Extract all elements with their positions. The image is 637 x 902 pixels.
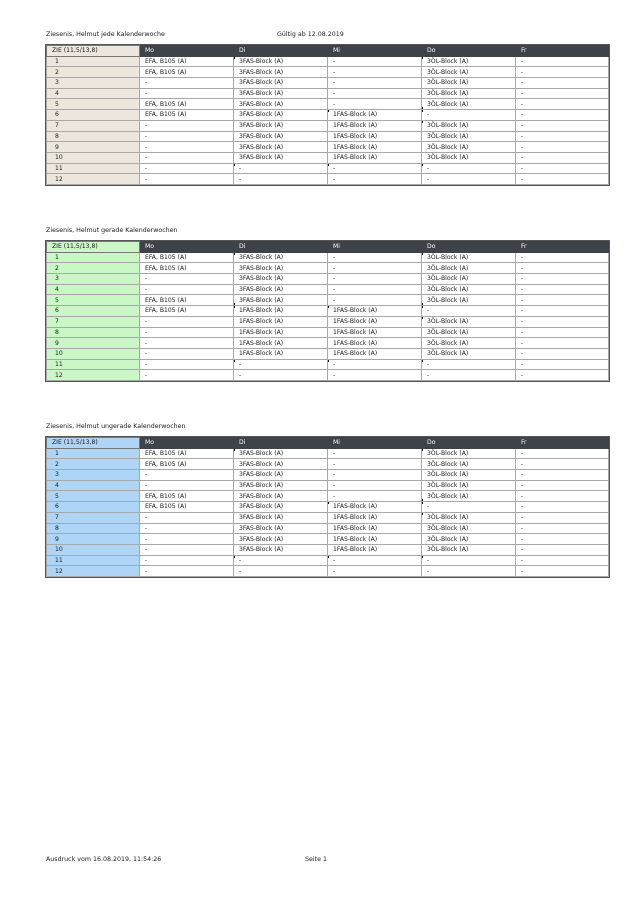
- table-row: [47, 131, 609, 142]
- lesson-cell: 3FAS-Block (A): [234, 459, 328, 470]
- lesson-cell: EFA, B105 (A): [140, 295, 234, 306]
- period-number: 3: [47, 78, 140, 89]
- lesson-cell: 3ÖL-Block (A): [422, 295, 516, 306]
- lesson-cell: -: [140, 512, 234, 523]
- lesson-cell: 3ÖL-Block (A): [422, 512, 516, 523]
- lesson-cell: 3ÖL-Block (A): [422, 67, 516, 78]
- period-number: 11: [47, 163, 140, 174]
- lesson-cell: -: [140, 327, 234, 338]
- teacher-code-header: ZIE (11,5/13,8): [47, 438, 140, 449]
- lesson-cell: 3FAS-Block (A): [234, 523, 328, 534]
- lesson-cell: -: [140, 359, 234, 370]
- lesson-cell: -: [328, 370, 422, 381]
- lesson-cell: 1FAS-Block (A): [328, 142, 422, 153]
- lesson-cell: -: [422, 555, 516, 566]
- lesson-cell: 1FAS-Block (A): [328, 306, 422, 317]
- lesson-cell: 1FAS-Block (A): [328, 544, 422, 555]
- lesson-cell: -: [422, 370, 516, 381]
- lesson-cell: -: [516, 306, 609, 317]
- period-number: 12: [47, 174, 140, 185]
- period-number: 3: [47, 470, 140, 481]
- lesson-cell: 3ÖL-Block (A): [422, 448, 516, 459]
- period-number: 11: [47, 359, 140, 370]
- lesson-cell: 1FAS-Block (A): [328, 534, 422, 545]
- lesson-cell: -: [516, 120, 609, 131]
- period-number: 8: [47, 327, 140, 338]
- period-number: 10: [47, 544, 140, 555]
- period-number: 1: [47, 448, 140, 459]
- lesson-cell: -: [140, 88, 234, 99]
- lesson-cell: -: [516, 316, 609, 327]
- table-row: [47, 252, 609, 263]
- lesson-cell: EFA, B105 (A): [140, 502, 234, 513]
- table-row: [47, 274, 609, 285]
- period-number: 5: [47, 491, 140, 502]
- lesson-cell: -: [422, 110, 516, 121]
- lesson-cell: -: [516, 448, 609, 459]
- lesson-cell: -: [328, 67, 422, 78]
- lesson-cell: 3FAS-Block (A): [234, 252, 328, 263]
- lesson-cell: 3ÖL-Block (A): [422, 274, 516, 285]
- lesson-cell: 3FAS-Block (A): [234, 99, 328, 110]
- lesson-cell: -: [516, 163, 609, 174]
- lesson-cell: -: [422, 359, 516, 370]
- lesson-cell: 3FAS-Block (A): [234, 295, 328, 306]
- day-header: Mo: [140, 242, 234, 253]
- lesson-cell: 3FAS-Block (A): [234, 67, 328, 78]
- day-header: Fr: [516, 46, 609, 57]
- lesson-cell: 3FAS-Block (A): [234, 263, 328, 274]
- timetable-even-weeks: [46, 241, 609, 381]
- lesson-cell: 3ÖL-Block (A): [422, 534, 516, 545]
- lesson-cell: 3ÖL-Block (A): [422, 142, 516, 153]
- lesson-cell: -: [516, 534, 609, 545]
- lesson-cell: 3FAS-Block (A): [234, 56, 328, 67]
- lesson-cell: -: [328, 78, 422, 89]
- lesson-cell: -: [516, 131, 609, 142]
- lesson-cell: -: [140, 131, 234, 142]
- table-row: [47, 174, 609, 185]
- day-header: Mi: [328, 242, 422, 253]
- lesson-cell: 3FAS-Block (A): [234, 502, 328, 513]
- period-number: 3: [47, 274, 140, 285]
- lesson-cell: 3FAS-Block (A): [234, 274, 328, 285]
- lesson-cell: -: [140, 174, 234, 185]
- teacher-code-header: ZIE (11,5/13,8): [47, 46, 140, 57]
- lesson-cell: -: [516, 327, 609, 338]
- lesson-cell: 1FAS-Block (A): [328, 316, 422, 327]
- lesson-cell: -: [422, 502, 516, 513]
- lesson-cell: -: [140, 555, 234, 566]
- lesson-cell: 3ÖL-Block (A): [422, 120, 516, 131]
- lesson-cell: -: [422, 306, 516, 317]
- lesson-cell: 3FAS-Block (A): [234, 448, 328, 459]
- table-row: [47, 370, 609, 381]
- lesson-cell: 3FAS-Block (A): [234, 470, 328, 481]
- lesson-cell: -: [516, 174, 609, 185]
- page-number: Seite 1: [305, 856, 327, 863]
- lesson-cell: -: [234, 566, 328, 577]
- table-row: [47, 534, 609, 545]
- lesson-cell: -: [516, 110, 609, 121]
- table-row: [47, 142, 609, 153]
- table-row: [47, 67, 609, 78]
- lesson-cell: -: [328, 470, 422, 481]
- print-timestamp: Ausdruck vom 16.08.2019, 11:54:26: [46, 856, 162, 863]
- table-row: [47, 348, 609, 359]
- lesson-cell: -: [140, 78, 234, 89]
- lesson-cell: -: [140, 316, 234, 327]
- table-row: [47, 512, 609, 523]
- lesson-cell: 3FAS-Block (A): [234, 110, 328, 121]
- lesson-cell: 3ÖL-Block (A): [422, 470, 516, 481]
- period-number: 5: [47, 99, 140, 110]
- lesson-cell: -: [328, 56, 422, 67]
- day-header: Mo: [140, 46, 234, 57]
- lesson-cell: -: [516, 142, 609, 153]
- period-number: 9: [47, 534, 140, 545]
- table-row: [47, 152, 609, 163]
- lesson-cell: -: [516, 502, 609, 513]
- lesson-cell: 3ÖL-Block (A): [422, 338, 516, 349]
- lesson-cell: EFA, B105 (A): [140, 252, 234, 263]
- table-row: [47, 480, 609, 491]
- table-row: [47, 555, 609, 566]
- lesson-cell: 1FAS-Block (A): [328, 120, 422, 131]
- day-header: Di: [234, 46, 328, 57]
- day-header: Fr: [516, 438, 609, 449]
- lesson-cell: -: [328, 274, 422, 285]
- lesson-cell: -: [234, 359, 328, 370]
- day-header: Mi: [328, 46, 422, 57]
- period-number: 11: [47, 555, 140, 566]
- lesson-cell: -: [422, 163, 516, 174]
- lesson-cell: EFA, B105 (A): [140, 263, 234, 274]
- lesson-cell: 1FAS-Block (A): [328, 338, 422, 349]
- period-number: 2: [47, 67, 140, 78]
- period-number: 9: [47, 142, 140, 153]
- lesson-cell: 3FAS-Block (A): [234, 534, 328, 545]
- table-row: [47, 327, 609, 338]
- table-row: [47, 284, 609, 295]
- table-row: [47, 99, 609, 110]
- lesson-cell: -: [516, 338, 609, 349]
- period-number: 6: [47, 306, 140, 317]
- lesson-cell: EFA, B105 (A): [140, 306, 234, 317]
- lesson-cell: 1FAS-Block (A): [234, 338, 328, 349]
- lesson-cell: -: [516, 56, 609, 67]
- lesson-cell: -: [328, 99, 422, 110]
- table-row: [47, 502, 609, 513]
- period-number: 9: [47, 338, 140, 349]
- lesson-cell: -: [328, 359, 422, 370]
- table-row: [47, 316, 609, 327]
- lesson-cell: -: [516, 370, 609, 381]
- lesson-cell: 3ÖL-Block (A): [422, 78, 516, 89]
- lesson-cell: -: [140, 284, 234, 295]
- lesson-cell: -: [140, 338, 234, 349]
- lesson-cell: -: [140, 120, 234, 131]
- period-number: 2: [47, 459, 140, 470]
- header-row: [47, 242, 609, 253]
- lesson-cell: EFA, B105 (A): [140, 491, 234, 502]
- lesson-cell: 3ÖL-Block (A): [422, 480, 516, 491]
- table-row: [47, 306, 609, 317]
- lesson-cell: -: [516, 152, 609, 163]
- lesson-cell: 3FAS-Block (A): [234, 512, 328, 523]
- day-header: Do: [422, 242, 516, 253]
- lesson-cell: -: [328, 88, 422, 99]
- period-number: 12: [47, 566, 140, 577]
- lesson-cell: 3FAS-Block (A): [234, 284, 328, 295]
- lesson-cell: EFA, B105 (A): [140, 448, 234, 459]
- lesson-cell: 3ÖL-Block (A): [422, 56, 516, 67]
- section-title-odd-weeks: Ziesenis, Helmut ungerade Kalenderwochen: [46, 423, 186, 430]
- lesson-cell: -: [516, 99, 609, 110]
- lesson-cell: -: [516, 284, 609, 295]
- period-number: 4: [47, 284, 140, 295]
- lesson-cell: 3FAS-Block (A): [234, 142, 328, 153]
- table-row: [47, 566, 609, 577]
- period-number: 5: [47, 295, 140, 306]
- lesson-cell: 3ÖL-Block (A): [422, 544, 516, 555]
- lesson-cell: -: [516, 470, 609, 481]
- table-row: [47, 338, 609, 349]
- lesson-cell: -: [328, 459, 422, 470]
- lesson-cell: 3ÖL-Block (A): [422, 263, 516, 274]
- lesson-cell: -: [328, 174, 422, 185]
- table-row: [47, 448, 609, 459]
- lesson-cell: 3FAS-Block (A): [234, 88, 328, 99]
- lesson-cell: EFA, B105 (A): [140, 110, 234, 121]
- lesson-cell: -: [516, 523, 609, 534]
- lesson-cell: 3ÖL-Block (A): [422, 99, 516, 110]
- lesson-cell: -: [140, 163, 234, 174]
- lesson-cell: -: [140, 348, 234, 359]
- lesson-cell: -: [234, 370, 328, 381]
- lesson-cell: -: [516, 512, 609, 523]
- lesson-cell: -: [516, 544, 609, 555]
- lesson-cell: 1FAS-Block (A): [328, 110, 422, 121]
- table-row: [47, 359, 609, 370]
- period-number: 6: [47, 502, 140, 513]
- lesson-cell: -: [328, 555, 422, 566]
- period-number: 12: [47, 370, 140, 381]
- lesson-cell: 1FAS-Block (A): [234, 306, 328, 317]
- lesson-cell: -: [516, 295, 609, 306]
- lesson-cell: -: [516, 78, 609, 89]
- lesson-cell: -: [516, 459, 609, 470]
- lesson-cell: EFA, B105 (A): [140, 459, 234, 470]
- lesson-cell: -: [328, 480, 422, 491]
- lesson-cell: 3ÖL-Block (A): [422, 459, 516, 470]
- day-header: Di: [234, 242, 328, 253]
- lesson-cell: -: [234, 174, 328, 185]
- lesson-cell: -: [328, 566, 422, 577]
- lesson-cell: -: [328, 284, 422, 295]
- lesson-cell: -: [516, 274, 609, 285]
- header-row: [47, 438, 609, 449]
- table-row: [47, 295, 609, 306]
- period-number: 7: [47, 120, 140, 131]
- lesson-cell: 3ÖL-Block (A): [422, 284, 516, 295]
- section-title-even-weeks: Ziesenis, Helmut gerade Kalenderwochen: [46, 227, 178, 234]
- lesson-cell: EFA, B105 (A): [140, 67, 234, 78]
- lesson-cell: 3FAS-Block (A): [234, 78, 328, 89]
- table-row: [47, 78, 609, 89]
- day-header: Mi: [328, 438, 422, 449]
- lesson-cell: 1FAS-Block (A): [234, 327, 328, 338]
- lesson-cell: 3ÖL-Block (A): [422, 88, 516, 99]
- timetable-odd-weeks: [46, 437, 609, 577]
- lesson-cell: 1FAS-Block (A): [328, 502, 422, 513]
- lesson-cell: -: [516, 252, 609, 263]
- lesson-cell: 1FAS-Block (A): [234, 348, 328, 359]
- lesson-cell: 3ÖL-Block (A): [422, 348, 516, 359]
- lesson-cell: 1FAS-Block (A): [328, 512, 422, 523]
- lesson-cell: -: [328, 295, 422, 306]
- lesson-cell: -: [140, 544, 234, 555]
- lesson-cell: 3FAS-Block (A): [234, 480, 328, 491]
- lesson-cell: 3ÖL-Block (A): [422, 327, 516, 338]
- lesson-cell: 3FAS-Block (A): [234, 120, 328, 131]
- lesson-cell: 3FAS-Block (A): [234, 491, 328, 502]
- period-number: 7: [47, 316, 140, 327]
- period-number: 10: [47, 348, 140, 359]
- lesson-cell: 1FAS-Block (A): [328, 327, 422, 338]
- lesson-cell: 3ÖL-Block (A): [422, 491, 516, 502]
- lesson-cell: 1FAS-Block (A): [328, 348, 422, 359]
- period-number: 2: [47, 263, 140, 274]
- lesson-cell: -: [516, 480, 609, 491]
- lesson-cell: 1FAS-Block (A): [328, 152, 422, 163]
- lesson-cell: -: [328, 252, 422, 263]
- period-number: 4: [47, 480, 140, 491]
- lesson-cell: -: [328, 263, 422, 274]
- lesson-cell: -: [140, 566, 234, 577]
- lesson-cell: -: [328, 448, 422, 459]
- table-row: [47, 263, 609, 274]
- lesson-cell: 1FAS-Block (A): [234, 316, 328, 327]
- header-row: [47, 46, 609, 57]
- table-row: [47, 523, 609, 534]
- day-header: Di: [234, 438, 328, 449]
- lesson-cell: 3FAS-Block (A): [234, 131, 328, 142]
- lesson-cell: -: [140, 274, 234, 285]
- lesson-cell: 3ÖL-Block (A): [422, 152, 516, 163]
- teacher-code-header: ZIE (11,5/13,8): [47, 242, 140, 253]
- lesson-cell: 3FAS-Block (A): [234, 152, 328, 163]
- table-row: [47, 110, 609, 121]
- lesson-cell: -: [516, 555, 609, 566]
- lesson-cell: EFA, B105 (A): [140, 56, 234, 67]
- table-row: [47, 491, 609, 502]
- day-header: Do: [422, 46, 516, 57]
- table-row: [47, 470, 609, 481]
- table-row: [47, 56, 609, 67]
- lesson-cell: -: [328, 491, 422, 502]
- lesson-cell: -: [422, 566, 516, 577]
- lesson-cell: -: [516, 348, 609, 359]
- timetable-every-week: [46, 45, 609, 185]
- day-header: Mo: [140, 438, 234, 449]
- period-number: 1: [47, 252, 140, 263]
- lesson-cell: -: [140, 152, 234, 163]
- lesson-cell: -: [328, 163, 422, 174]
- lesson-cell: -: [422, 174, 516, 185]
- page-title: Ziesenis, Helmut jede Kalenderwoche: [46, 31, 165, 38]
- period-number: 7: [47, 512, 140, 523]
- lesson-cell: 3ÖL-Block (A): [422, 316, 516, 327]
- period-number: 1: [47, 56, 140, 67]
- table-row: [47, 120, 609, 131]
- lesson-cell: -: [516, 359, 609, 370]
- table-row: [47, 163, 609, 174]
- lesson-cell: 3FAS-Block (A): [234, 544, 328, 555]
- day-header: Do: [422, 438, 516, 449]
- lesson-cell: -: [516, 88, 609, 99]
- lesson-cell: 3ÖL-Block (A): [422, 523, 516, 534]
- lesson-cell: -: [516, 566, 609, 577]
- period-number: 6: [47, 110, 140, 121]
- lesson-cell: -: [516, 263, 609, 274]
- lesson-cell: -: [140, 470, 234, 481]
- table-row: [47, 544, 609, 555]
- valid-from-label: Gültig ab 12.08.2019: [277, 31, 344, 38]
- table-row: [47, 459, 609, 470]
- lesson-cell: EFA, B105 (A): [140, 99, 234, 110]
- lesson-cell: 3ÖL-Block (A): [422, 131, 516, 142]
- lesson-cell: 1FAS-Block (A): [328, 523, 422, 534]
- period-number: 8: [47, 523, 140, 534]
- lesson-cell: -: [516, 67, 609, 78]
- lesson-cell: -: [516, 491, 609, 502]
- lesson-cell: -: [140, 523, 234, 534]
- lesson-cell: -: [140, 142, 234, 153]
- lesson-cell: -: [140, 534, 234, 545]
- lesson-cell: 1FAS-Block (A): [328, 131, 422, 142]
- table-row: [47, 88, 609, 99]
- period-number: 4: [47, 88, 140, 99]
- period-number: 10: [47, 152, 140, 163]
- period-number: 8: [47, 131, 140, 142]
- lesson-cell: -: [234, 555, 328, 566]
- lesson-cell: 3ÖL-Block (A): [422, 252, 516, 263]
- lesson-cell: -: [140, 480, 234, 491]
- day-header: Fr: [516, 242, 609, 253]
- lesson-cell: -: [234, 163, 328, 174]
- lesson-cell: -: [140, 370, 234, 381]
